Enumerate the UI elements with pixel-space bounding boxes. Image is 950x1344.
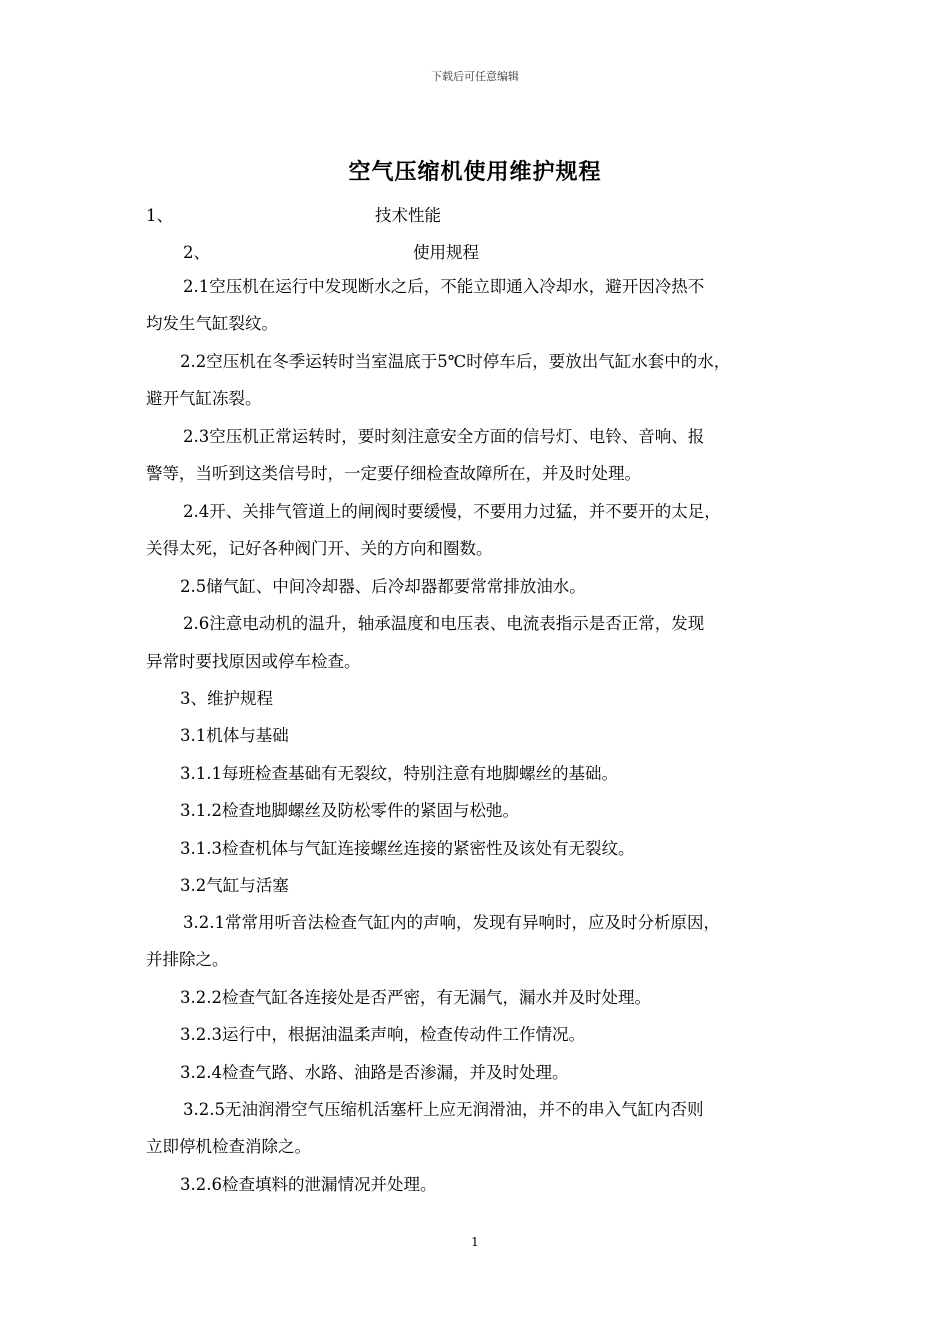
section-2-heading: 使用规程: [413, 243, 479, 262]
body-line: 3.2.4检查气路、水路、油路是否渗漏，并及时处理。: [180, 1063, 569, 1082]
body-line: 3.2.1常常用听音法检查气缸内的声响，发现有异响时，应及时分析原因，: [183, 913, 720, 932]
body-line: 立即停机检查消除之。: [146, 1137, 311, 1156]
body-line: 2.3空压机正常运转时，要时刻注意安全方面的信号灯、电铃、音响、报: [183, 427, 705, 446]
body-line: 2.5储气缸、中间冷却器、后冷却器都要常常排放油水。: [180, 577, 586, 596]
body-line: 并排除之。: [146, 950, 229, 969]
section-1-heading: 技术性能: [375, 206, 441, 225]
body-line: 3.2.6检查填料的泄漏情况并处理。: [180, 1175, 437, 1194]
body-line: 3.1.1每班检查基础有无裂纹，特别注意有地脚螺丝的基础。: [180, 764, 618, 783]
header-note: 下载后可任意编辑: [431, 70, 519, 83]
subsection-heading: 3.2气缸与活塞: [180, 876, 289, 895]
body-line: 3.1.2检查地脚螺丝及防松零件的紧固与松弛。: [180, 801, 519, 820]
body-line: 异常时要找原因或停车检查。: [146, 652, 361, 671]
body-line: 2.6注意电动机的温升，轴承温度和电压表、电流表指示是否正常，发现: [183, 614, 705, 633]
body-line: 避开气缸冻裂。: [146, 389, 262, 408]
body-line: 2.4开、关排气管道上的闸阀时要缓慢，不要用力过猛，并不要开的太足，: [183, 502, 721, 521]
body-line: 3.2.2检查气缸各连接处是否严密，有无漏气，漏水并及时处理。: [180, 988, 651, 1007]
section-heading: 3、维护规程: [180, 689, 273, 708]
body-line: 2.1空压机在运行中发现断水之后，不能立即通入冷却水，避开因冷热不: [183, 277, 705, 296]
section-2-number: 2、: [183, 243, 210, 262]
document-title: 空气压缩机使用维护规程: [348, 160, 602, 185]
body-line: 2.2空压机在冬季运转时当室温底于5℃时停车后，要放出气缸水套中的水，: [180, 352, 731, 371]
section-1-number: 1、: [146, 206, 173, 225]
body-line: 3.2.3运行中，根据油温柔声响，检查传动件工作情况。: [180, 1025, 585, 1044]
body-line: 均发生气缸裂纹。: [146, 314, 278, 333]
body-line: 3.1.3检查机体与气缸连接螺丝连接的紧密性及该处有无裂纹。: [180, 839, 635, 858]
page-number: 1: [471, 1235, 479, 1249]
body-line: 3.2.5无油润滑空气压缩机活塞杆上应无润滑油，并不的串入气缸内否则: [183, 1100, 704, 1119]
body-line: 关得太死，记好各种阀门开、关的方向和圈数。: [146, 539, 493, 558]
subsection-heading: 3.1机体与基础: [180, 726, 289, 745]
body-line: 警等，当听到这类信号时，一定要仔细检查故障所在，并及时处理。: [146, 464, 641, 483]
